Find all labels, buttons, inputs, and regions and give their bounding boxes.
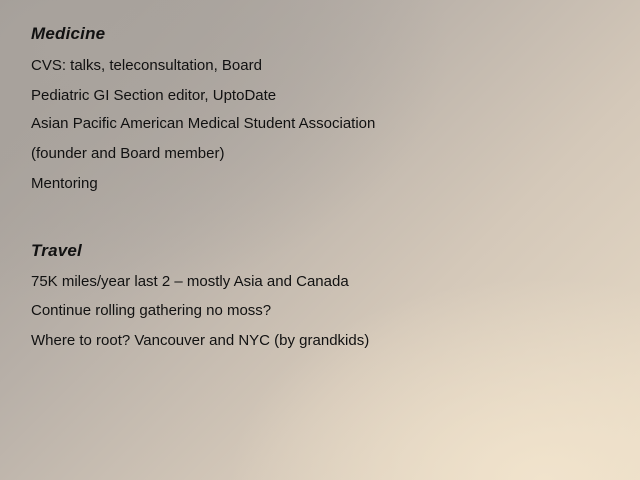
- section-heading-travel: Travel: [31, 241, 82, 260]
- section-heading-medicine: Medicine: [31, 24, 106, 43]
- text-line: CVS: talks, teleconsultation, Board: [31, 57, 262, 74]
- text-line: Where to root? Vancouver and NYC (by grandkids): [31, 332, 370, 349]
- text-line: Asian Pacific American Medical Student Association: [31, 115, 376, 132]
- text-line: Mentoring: [31, 175, 98, 192]
- text-line: (founder and Board member): [31, 145, 225, 162]
- text-line: Pediatric GI Section editor, UptoDate: [31, 87, 277, 104]
- text-line: 75K miles/year last 2 – mostly Asia and Canada: [31, 273, 349, 290]
- text-line: Continue rolling gathering no moss?: [31, 302, 272, 319]
